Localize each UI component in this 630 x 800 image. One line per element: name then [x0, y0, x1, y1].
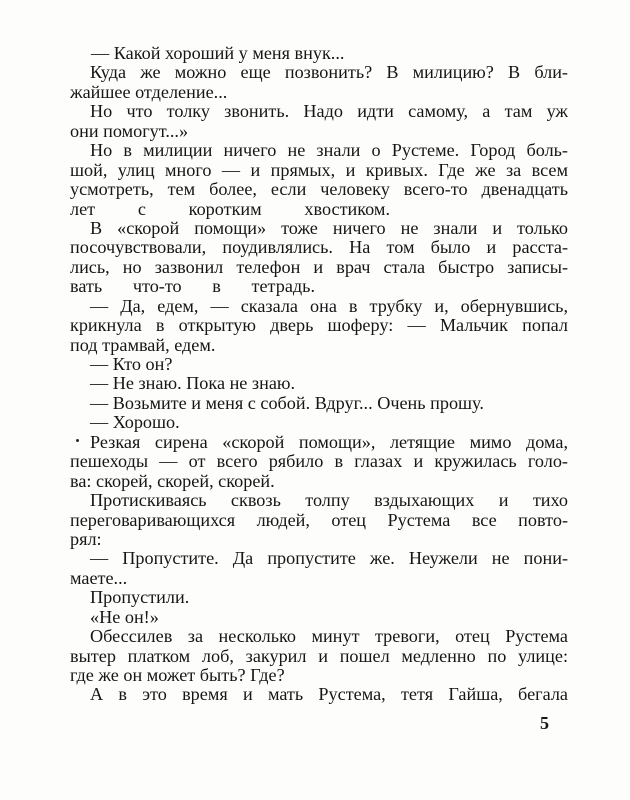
- text-line-13: вать что-то в тетрадь.: [70, 276, 315, 297]
- text-line-21: Резкая сирена «скорой помощи», летящие мимо дома,: [90, 431, 568, 452]
- text-line-23: ва: скорей, скорей, скорей.: [70, 470, 275, 491]
- text-line-4: Но что толку звонить. Надо идти самому, а там уж: [90, 101, 568, 122]
- text-line-11: посочувствовали, поудивлялись. На том было и расста-: [70, 237, 568, 258]
- text-line-19: — Возьмите и меня с собой. Вдруг... Очень прошу.: [90, 392, 484, 413]
- text-line-22: пешеходы — от всего рябило в глазах и кружилась голо-: [70, 451, 568, 472]
- text-line-18: — Не знаю. Пока не знаю.: [90, 373, 296, 394]
- page-number: 5: [540, 713, 549, 733]
- text-line-31: Обессилев за несколько минут тревоги, отец Рустема: [90, 626, 568, 647]
- text-line-17: — Кто он?: [90, 354, 173, 374]
- text-line-10: В «скорой помощи» тоже ничего не знали и только: [90, 217, 568, 238]
- text-line-12: лись, но зазвонил телефон и врач стала быстро записы-: [70, 256, 568, 277]
- text-line-2: Куда же можно еще позвонить? В милицию? В бли-: [90, 62, 568, 83]
- text-line-25: переговаривающихся людей, отец Рустема все повто-: [70, 509, 568, 530]
- text-line-3: жайшее отделение...: [70, 81, 228, 102]
- text-line-26: рял:: [70, 528, 102, 549]
- text-line-29: Пропустили.: [90, 587, 190, 608]
- text-line-1: — Какой хороший у меня внук...: [91, 43, 345, 63]
- text-line-7: шой, улиц много — и прямых, и кривых. Где же за всем: [70, 159, 568, 180]
- text-line-20: — Хорошо.: [90, 412, 180, 433]
- text-line-34: А в это время и мать Рустема, тетя Гайша, бегала: [90, 684, 568, 705]
- text-line-5: они помогут...»: [70, 120, 189, 141]
- text-line-9: лет с коротким хвостиком.: [70, 198, 390, 219]
- text-line-27: — Пропустите. Да пропустите же. Неужели не пони-: [90, 548, 568, 569]
- text-line-8: усмотреть, тем более, если человеку всего-то двенадцать: [70, 179, 568, 200]
- text-line-32: вытер платком лоб, закурил и пошел медленно по улице:: [70, 645, 568, 666]
- text-line-24: Протискиваясь сквозь толпу вздыхающих и тихо: [90, 490, 568, 511]
- print-speck: [76, 439, 79, 442]
- text-line-33: где же он может быть? Где?: [70, 665, 285, 685]
- text-line-30: «Не он!»: [90, 606, 159, 627]
- page-text: [70, 43, 568, 705]
- text-line-15: крикнула в открытую дверь шоферу: — Мальчик попал: [70, 315, 568, 336]
- text-line-28: маете...: [70, 567, 128, 588]
- text-line-14: — Да, едем, — сказала она в трубку и, обернувшись,: [90, 295, 568, 316]
- text-line-6: Но в милиции ничего не знали о Рустеме. Город боль-: [90, 140, 568, 161]
- text-line-16: под трамвай, едем.: [70, 334, 216, 355]
